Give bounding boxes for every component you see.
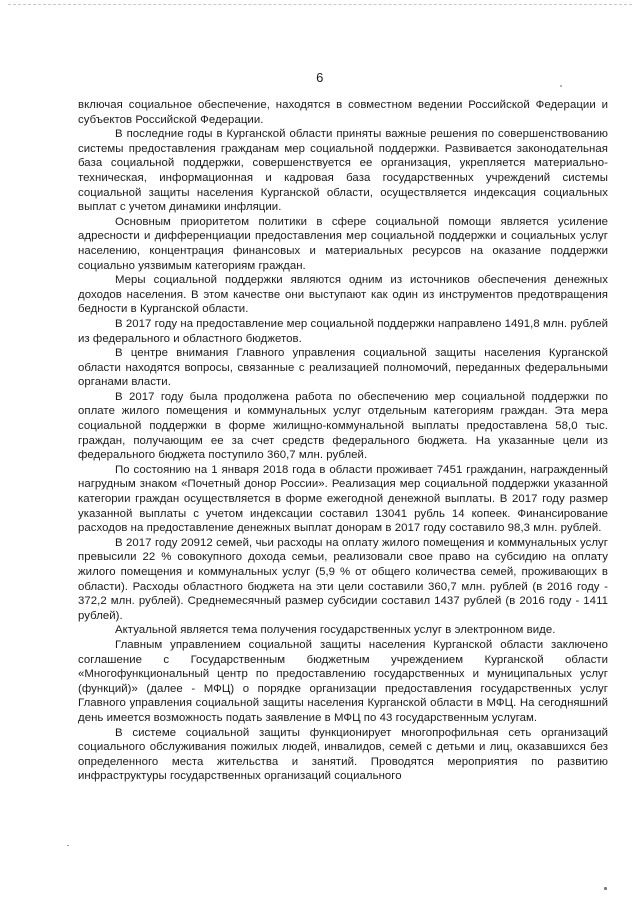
paragraph: По состоянию на 1 января 2018 года в области проживает 7451 гражданин, награжденный нагрудным знаком «Почетный донор России». Реализация мер социальной поддержки указанной категории граждан осуществляется в форме ежегодной денежной выплаты. В 2017 году размер указанной выплаты с учетом индексации составил 13041 рубль 14 копеек. Финансирование расходов на предоставление денежных выплат донорам в 2017 году составило 98,3 млн. рублей. [78,463,608,535]
paragraph: В центре внимания Главного управления социальной защиты населения Курганской области находятся вопросы, связанные с реализацией полномочий, переданных федеральными органами власти. [78,347,608,389]
paragraph: Главным управлением социальной защиты населения Курганской области заключено соглашение с Государственным бюджетным учреждением Курганской области «Многофункциональный центр по предоставлению государственных и муниципальных услуг (функций)» (далее - МФЦ) о порядке организации предоставления государственных услуг Главного управления социальной защиты населения Курганской области в МФЦ. На сегодняшний день имеется возможность подать заявление в МФЦ по 43 государственным услугам. [78,638,608,724]
paragraph: В 2017 году 20912 семей, чьи расходы на оплату жилого помещения и коммунальных услуг превысили 22 % совокупного дохода семьи, реализовали свое право на субсидию на оплату жилого помещения и коммунальных услуг (5,9 % от общего количества семей, проживающих в области). Расходы областного бюджета на эти цели составили 360,7 млн. рублей (в 2016 году - 372,2 млн. рублей). Среднемесячный размер субсидии составил 1437 рублей (в 2016 году - 1411 рублей). [78,536,608,622]
scan-edge-line [8,4,632,7]
paragraph: Меры социальной поддержки являются одним из источников обеспечения денежных доходов населения. В этом качестве они выступают как один из инструментов предотвращения бедности в Курганской области. [78,274,608,316]
page-number: 6 [316,70,324,85]
paragraph: В 2017 году на предоставление мер социальной поддержки направлено 1491,8 млн. рублей из федерального и областного бюджетов. [78,317,608,345]
scan-speck [604,887,607,890]
paragraph: В последние годы в Курганской области приняты важные решения по совершенствованию системы предоставления гражданам мер социальной поддержки. Развивается законодательная база социальной поддержки, совершенствуется ее организация, укрепляется материально-техническая, информационная и кадровая база государственных учреждений системы социальной защиты населения Курганской области, осуществляется индексация социальных выплат с учетом динамики инфляции. [78,128,608,214]
document-body [78,98,608,784]
paragraph: Основным приоритетом политики в сфере социальной помощи является усиление адресности и дифференциации предоставления мер социальной поддержки и социальных услуг населению, концентрация финансовых и материальных ресурсов на оказание поддержки социально уязвимым категориям граждан. [78,215,608,272]
paragraph: В 2017 году была продолжена работа по обеспечению мер социальной поддержки по оплате жилого помещения и коммунальных услуг отдельным категориям граждан. Эта мера социальной поддержки в форме жилищно-коммунальной выплаты предоставлена 58,0 тыс. граждан, получающим ее за счет средств федерального бюджета. На указанные цели из федерального бюджета поступило 360,7 млн. рублей. [78,390,608,462]
paragraph: В системе социальной защиты функционирует многопрофильная сеть организаций социального обслуживания пожилых людей, инвалидов, семей с детьми и лиц, оказавшихся без определенного места жительства и занятий. Проводятся мероприятия по развитию инфраструктуры государственных организаций социального [78,726,608,783]
scan-speck [560,85,562,87]
paragraph: включая социальное обеспечение, находятся в совместном ведении Российской Федерации и субъектов Российской Федерации. [78,99,608,126]
scan-speck [67,845,69,846]
paragraph: Актуальной является тема получения государственных услуг в электронном виде. [115,624,556,637]
